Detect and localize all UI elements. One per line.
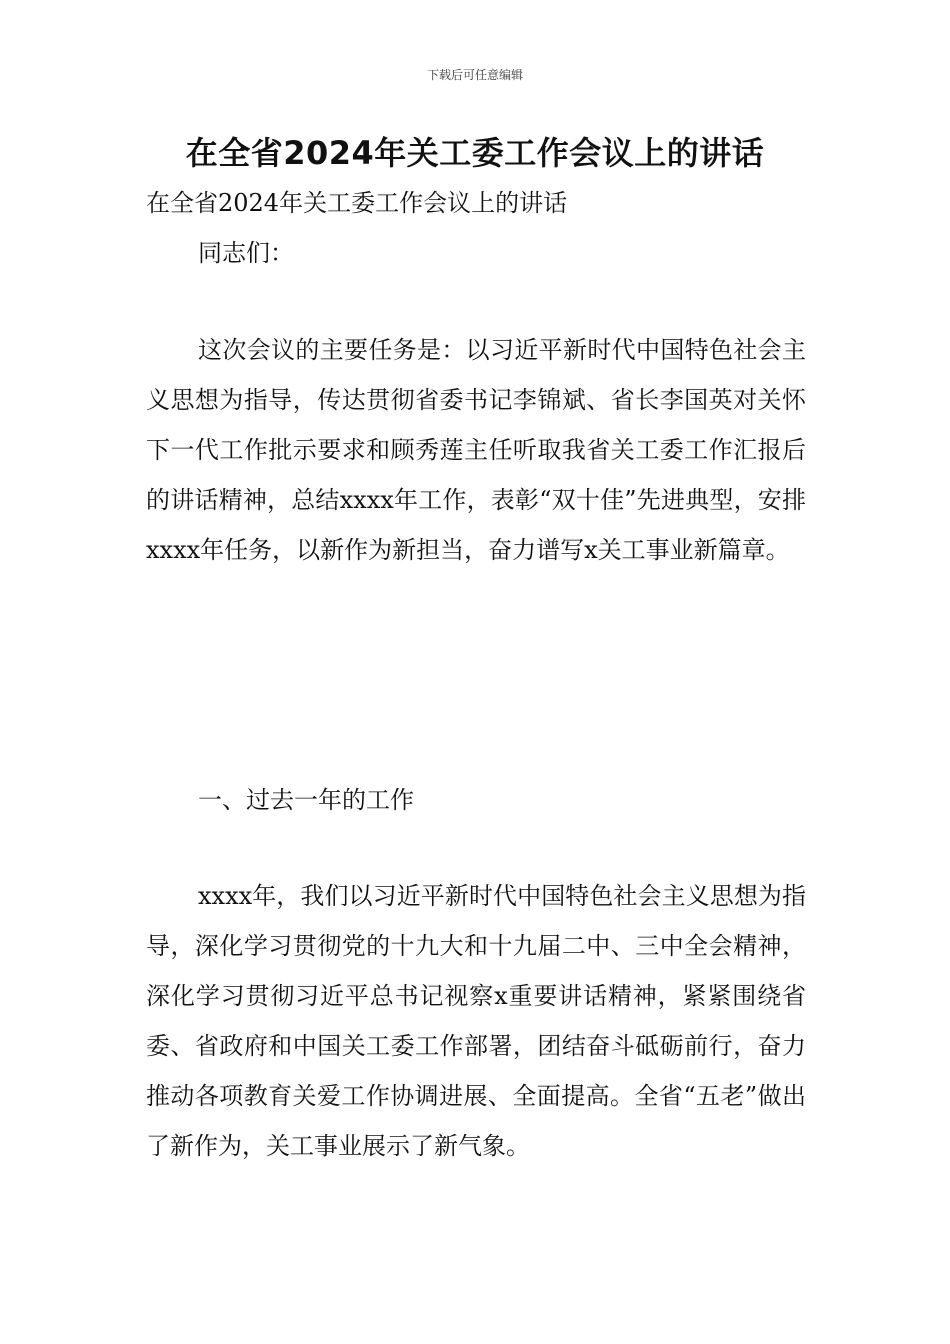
salutation: 同志们： <box>198 239 294 267</box>
paragraph-intro: 这次会议的主要任务是：以习近平新时代中国特色社会主义思想为指导，传达贯彻省委书记李锦斌、省长李国英对关怀下一代工作批示要求和顾秀莲主任听取我省关工委工作汇报后的讲话精神，总结xxxx年工作，表彰“双十佳”先进典型，安排xxxx年任务，以新作为新担当，奋力谱写x关工事业新篇章。 <box>146 336 806 564</box>
paragraph-past-year: xxxx年，我们以习近平新时代中国特色社会主义思想为指导，深化学习贯彻党的十九大和十九届二中、三中全会精神，深化学习贯彻习近平总书记视察x重要讲话精神，紧紧围绕省委、省政府和中国关工委工作部署，团结奋斗砥砺前行，奋力推动各项教育关爱工作协调进展、全面提高。全省“五老”做出了新作为，关工事业展示了新气象。 <box>146 882 806 1160</box>
section-heading: 一、过去一年的工作 <box>198 786 414 814</box>
header-note: 下载后可任意编辑 <box>426 68 523 82</box>
document-subtitle: 在全省2024年关工委工作会议上的讲话 <box>146 189 568 217</box>
document-title: 在全省2024年关工委工作会议上的讲话 <box>185 134 765 172</box>
